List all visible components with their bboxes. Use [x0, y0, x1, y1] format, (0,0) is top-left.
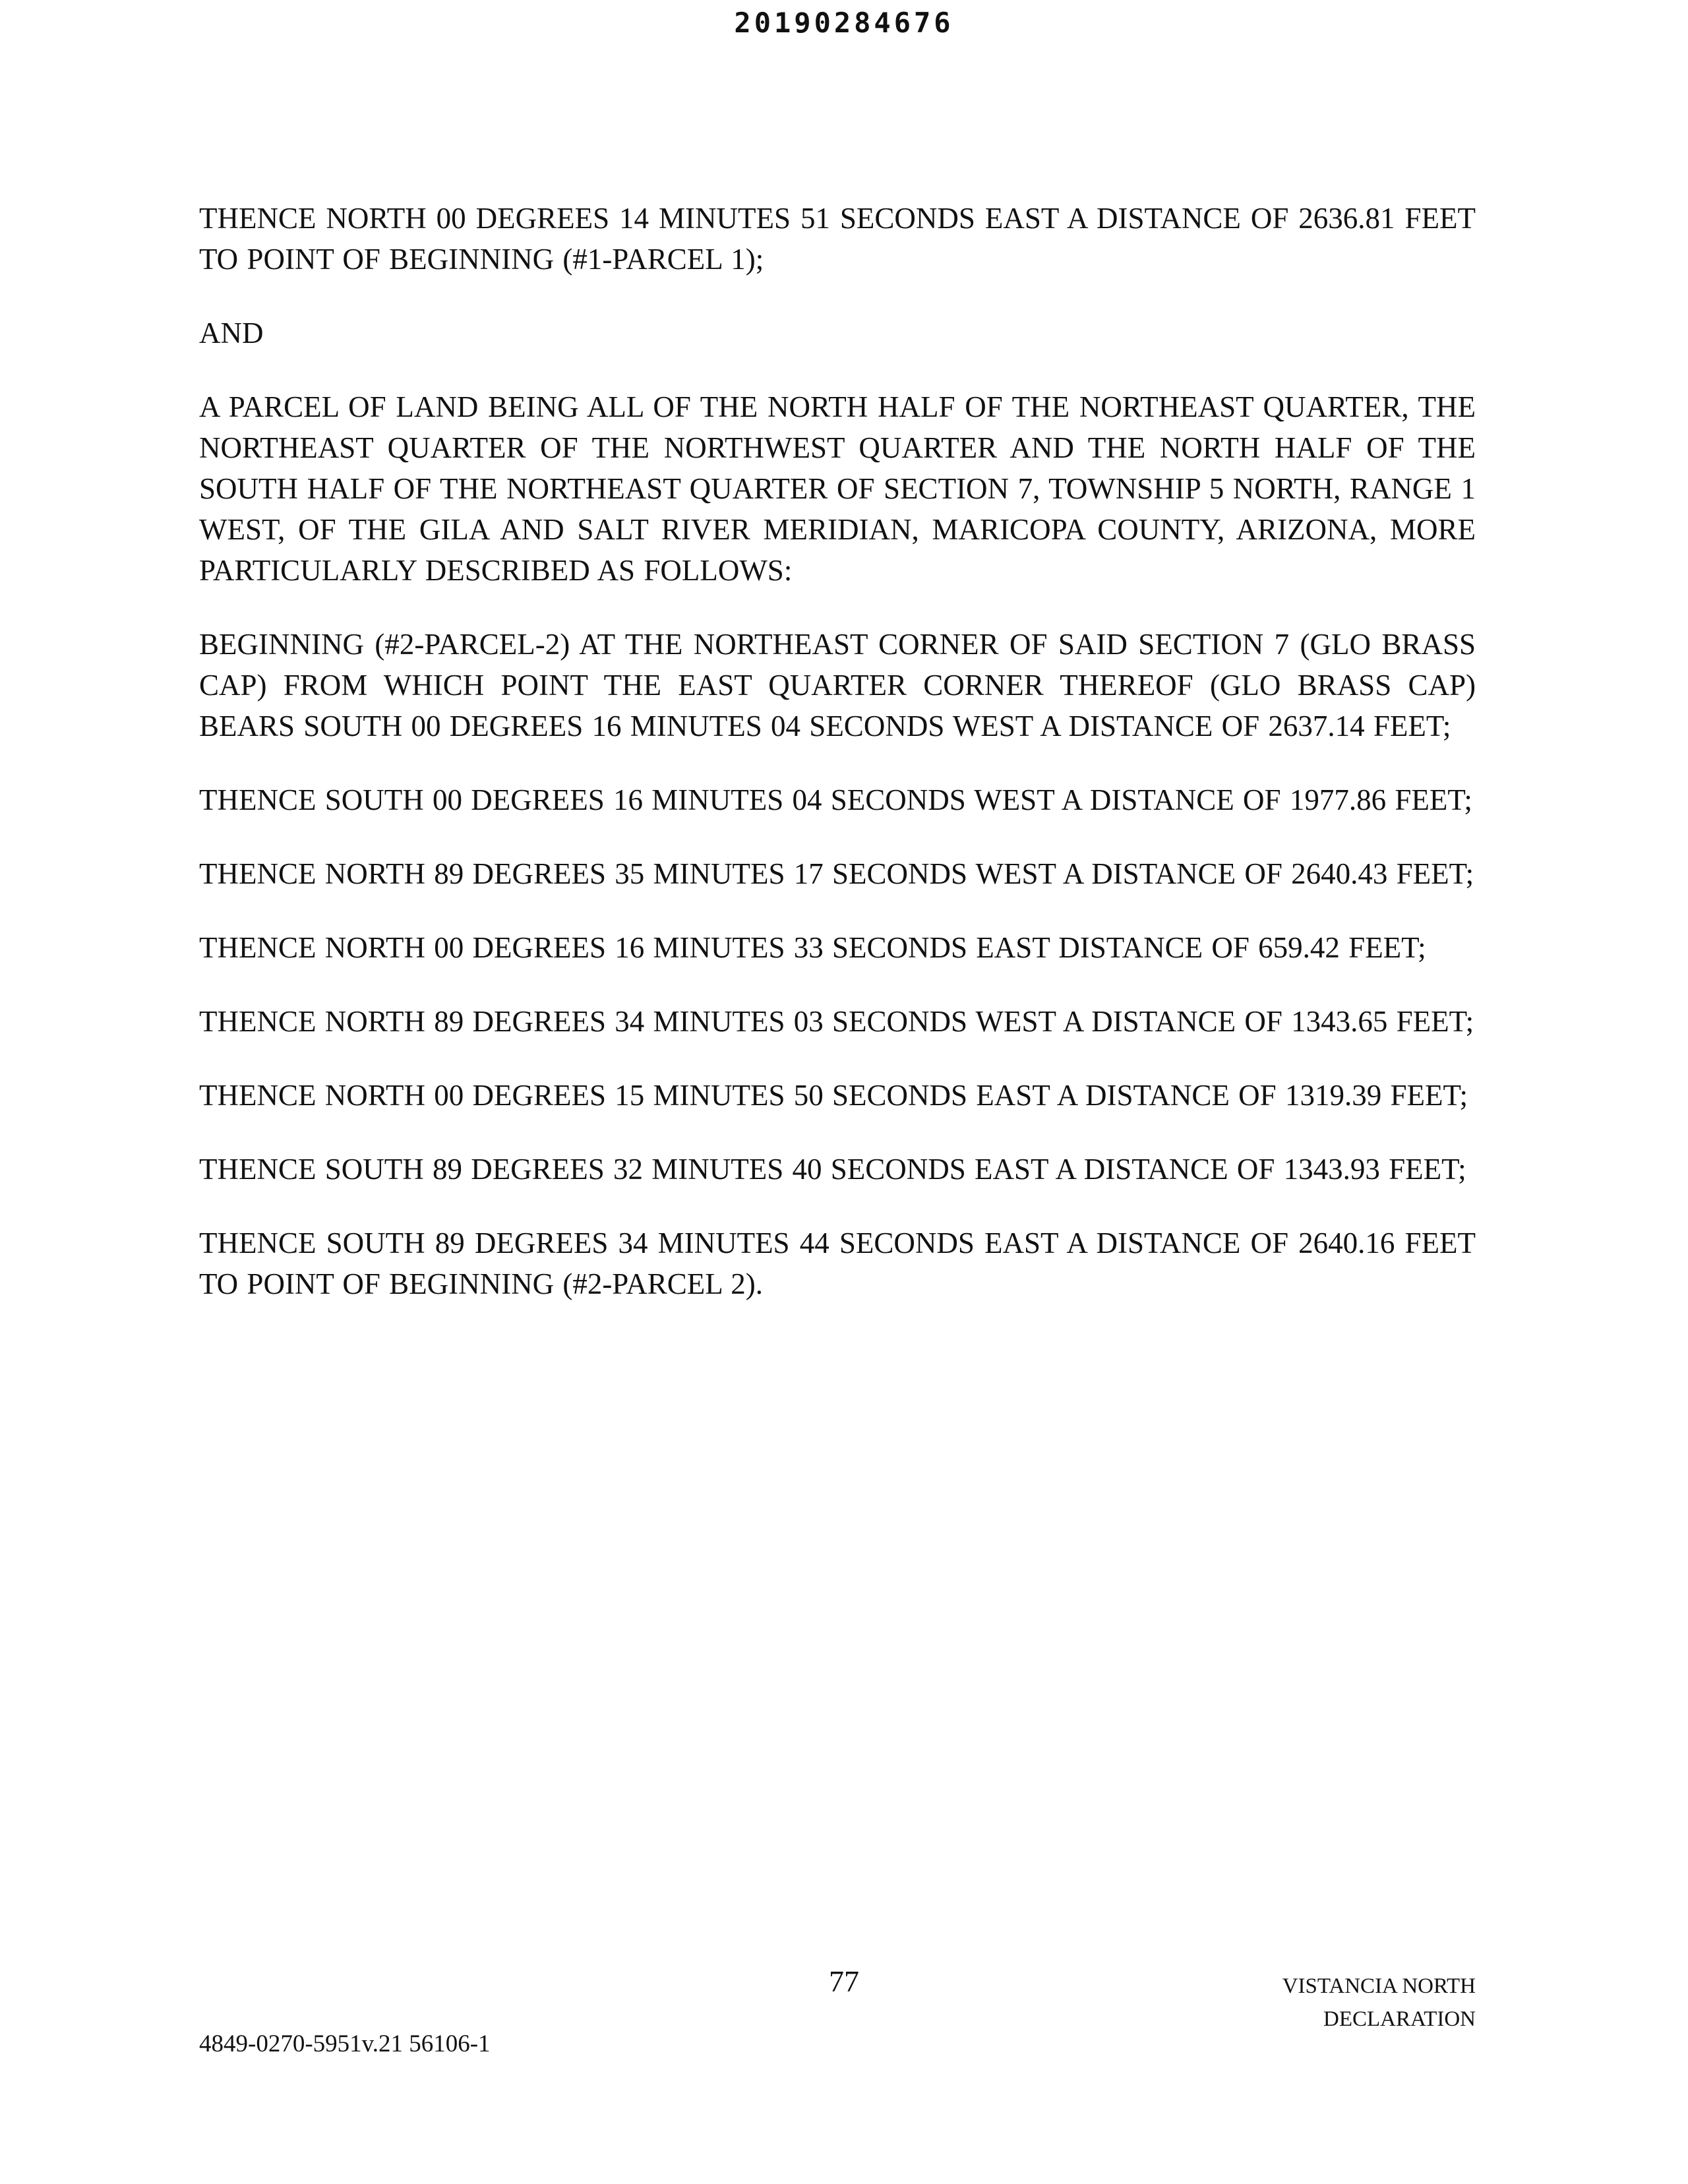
- document-title-line-1: VISTANCIA NORTH: [1282, 1974, 1476, 1998]
- document-title: [1282, 1970, 1476, 2036]
- paragraph-parcel-description: A PARCEL OF LAND BEING ALL OF THE NORTH HALF OF THE NORTHEAST QUARTER, THE NORTHEAST QUARTER OF THE NORTHWEST QUARTER AND THE NORTH HALF OF THE SOUTH HALF OF THE NORTHEAST QUARTER OF SECTION 7, TOWNSHIP 5 NORTH, RANGE 1 WEST, OF THE GILA AND SALT RIVER MERIDIAN, MARICOPA COUNTY, ARIZONA, MORE PARTICULARLY DESCRIBED AS FOLLOWS:: [199, 390, 1476, 587]
- paragraph-course-1: THENCE NORTH 00 DEGREES 14 MINUTES 51 SECONDS EAST A DISTANCE OF 2636.81 FEET TO POINT OF BEGINNING (#1-PARCEL 1);: [199, 202, 1476, 276]
- paragraph-beginning: BEGINNING (#2-PARCEL-2) AT THE NORTHEAST CORNER OF SAID SECTION 7 (GLO BRASS CAP) FROM WHICH POINT THE EAST QUARTER CORNER THEREOF (GLO BRASS CAP) BEARS SOUTH 00 DEGREES 16 MINUTES 04 SECONDS WEST A DISTANCE OF 2637.14 FEET;: [199, 628, 1476, 743]
- paragraph-course-8: THENCE SOUTH 89 DEGREES 34 MINUTES 44 SECONDS EAST A DISTANCE OF 2640.16 FEET TO POINT OF BEGINNING (#2-PARCEL 2).: [199, 1227, 1476, 1300]
- paragraph-course-4: THENCE NORTH 00 DEGREES 16 MINUTES 33 SECONDS EAST DISTANCE OF 659.42 FEET;: [199, 931, 1426, 964]
- page-number: 77: [829, 1964, 859, 1998]
- document-id: 4849-0270-5951v.21 56106-1: [199, 2030, 491, 2057]
- legal-description: [199, 198, 1476, 1337]
- paragraph-course-2: THENCE SOUTH 00 DEGREES 16 MINUTES 04 SECONDS WEST A DISTANCE OF 1977.86 FEET;: [199, 783, 1472, 816]
- document-title-line-2: DECLARATION: [1323, 2007, 1476, 2031]
- paragraph-course-7: THENCE SOUTH 89 DEGREES 32 MINUTES 40 SECONDS EAST A DISTANCE OF 1343.93 FEET;: [199, 1153, 1466, 1186]
- recording-number: 20190284676: [734, 7, 954, 39]
- paragraph-course-5: THENCE NORTH 89 DEGREES 34 MINUTES 03 SECONDS WEST A DISTANCE OF 1343.65 FEET;: [199, 1005, 1474, 1038]
- paragraph-and: AND: [199, 317, 264, 349]
- paragraph-course-3: THENCE NORTH 89 DEGREES 35 MINUTES 17 SECONDS WEST A DISTANCE OF 2640.43 FEET;: [199, 857, 1474, 890]
- paragraph-course-6: THENCE NORTH 00 DEGREES 15 MINUTES 50 SECONDS EAST A DISTANCE OF 1319.39 FEET;: [199, 1079, 1468, 1112]
